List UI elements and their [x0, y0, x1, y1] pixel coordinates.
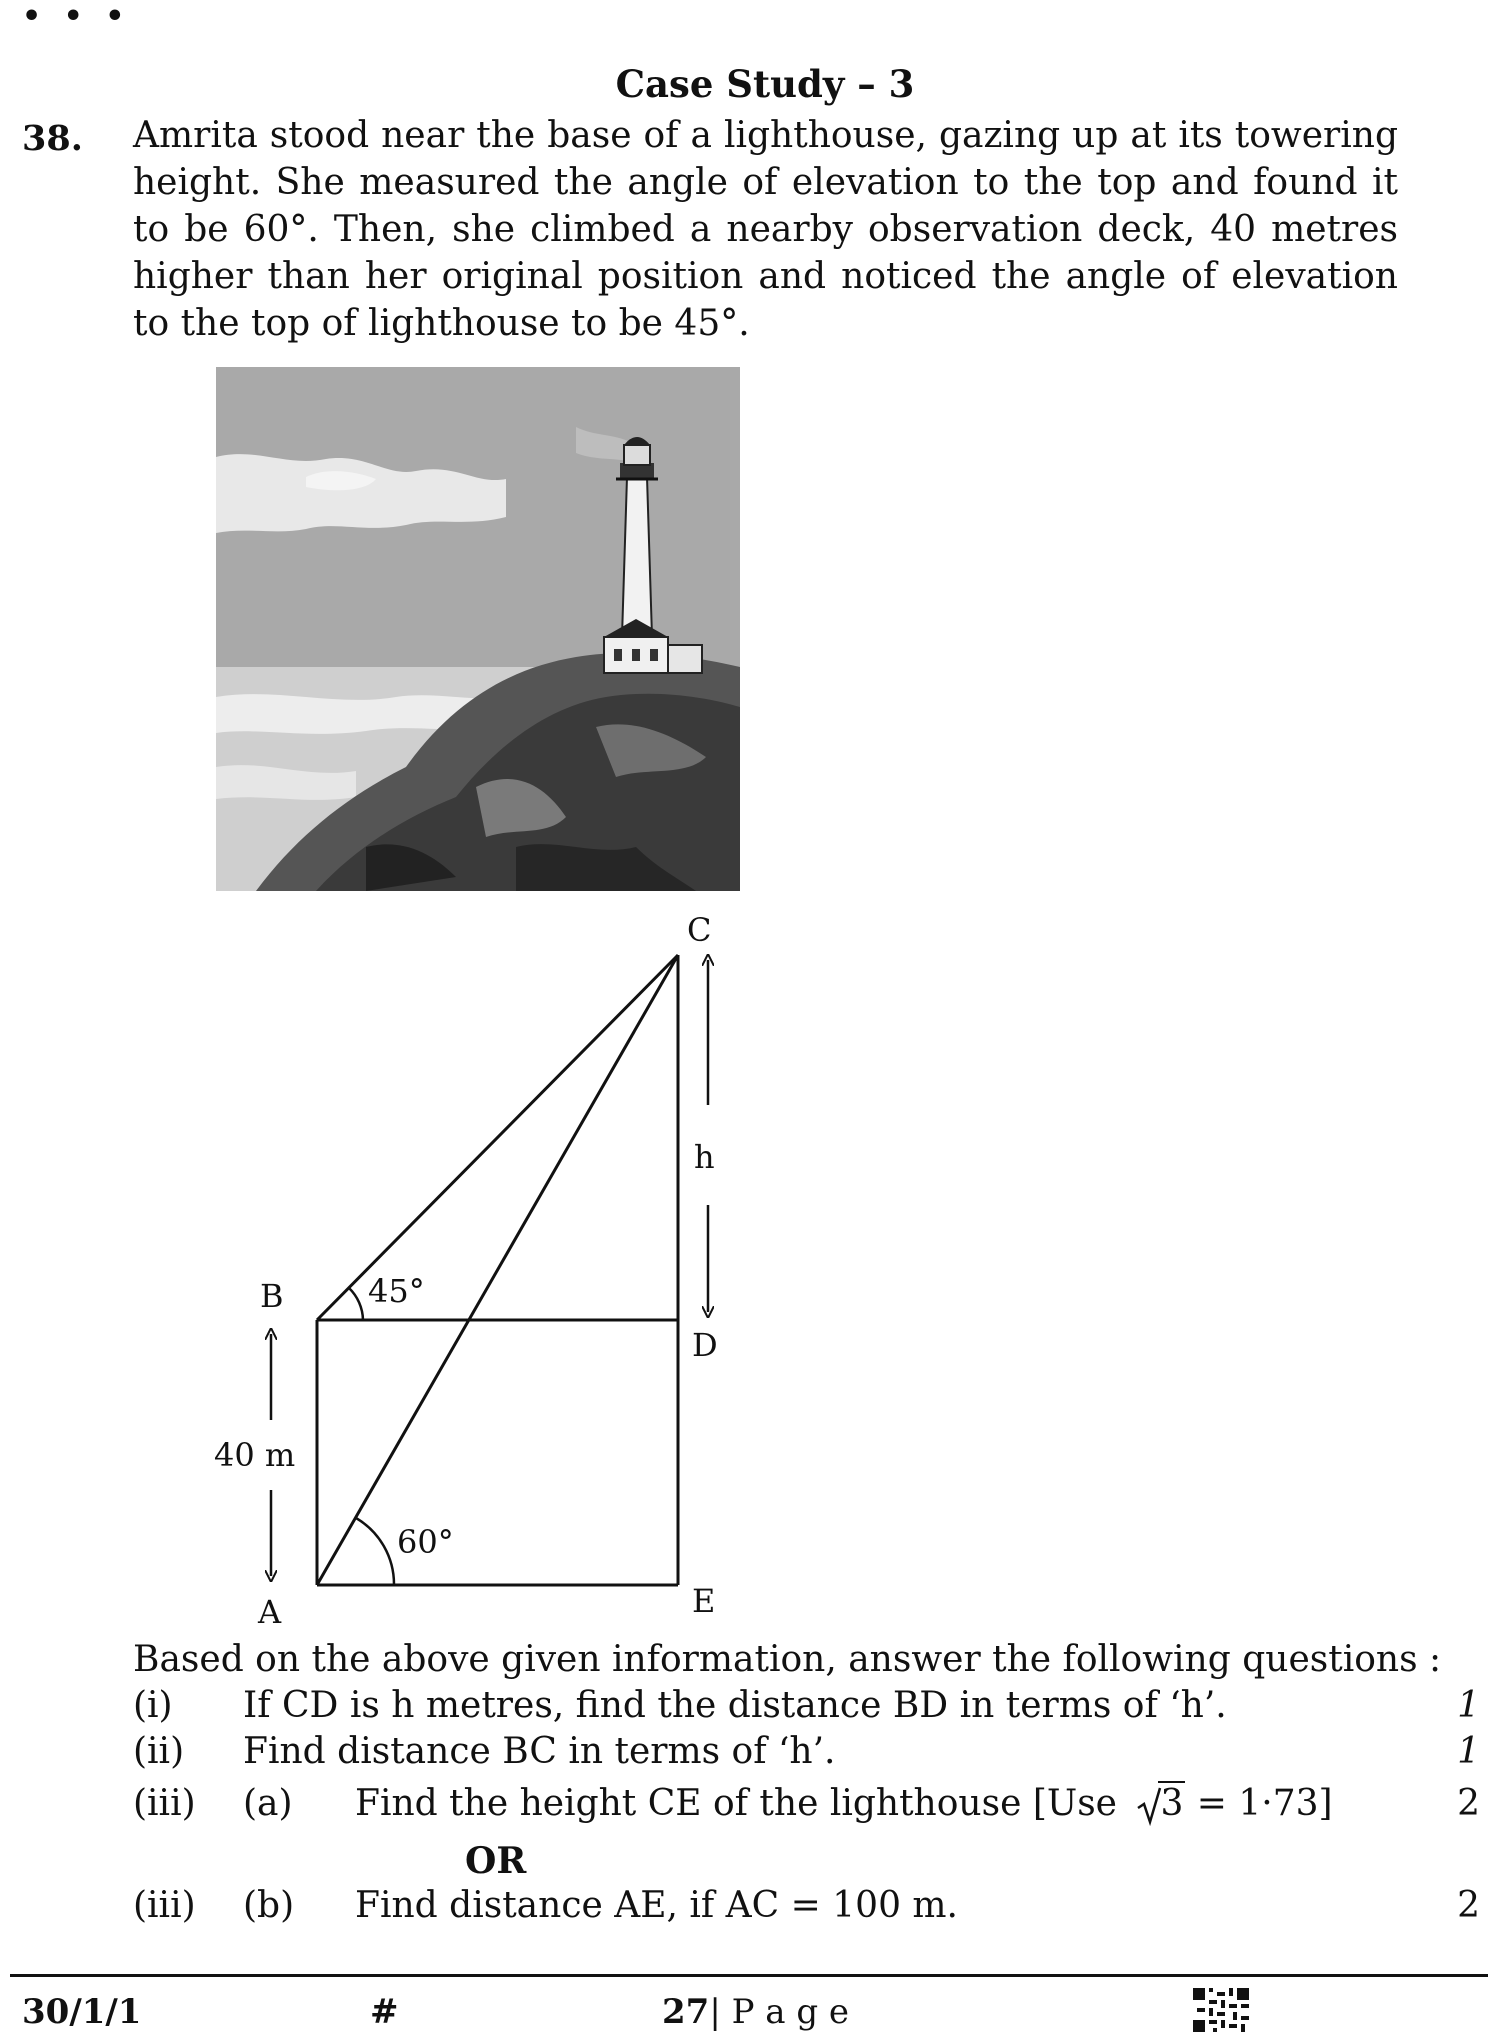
label-angle-60: 60° — [397, 1523, 454, 1561]
line-bc — [317, 955, 678, 1320]
sqrt-icon — [1136, 1786, 1162, 1826]
label-d: D — [692, 1326, 718, 1364]
page-continuation-dots: • • • — [22, 0, 131, 34]
part-iii-a-text-before: Find the height CE of the lighthouse [Use — [355, 1783, 1117, 1824]
line-ac — [317, 955, 678, 1585]
or-separator: OR — [465, 1840, 527, 1882]
page-number-label: | P a g e — [709, 1992, 850, 2032]
qr-code-icon — [1193, 1988, 1249, 2032]
part-ii-marks: 1 — [1457, 1731, 1480, 1772]
part-iii-a-letter: (a) — [243, 1783, 293, 1824]
part-iii-a-text — [355, 1784, 1333, 1824]
footer-rule — [10, 1974, 1488, 1977]
angle-arc-b — [349, 1288, 363, 1320]
sqrt-expression — [1136, 1784, 1185, 1824]
part-iii-a-text-after: = 1·73] — [1196, 1783, 1333, 1824]
label-a: A — [258, 1593, 282, 1631]
questions-intro: Based on the above given information, answer the following questions : — [133, 1639, 1442, 1680]
part-ii-text: Find distance BC in terms of ‘h’. — [243, 1731, 836, 1772]
part-iii-b-marks: 2 — [1457, 1885, 1480, 1926]
label-b: B — [260, 1277, 284, 1315]
sqrt-radicand: 3 — [1160, 1783, 1184, 1824]
section-title: Case Study – 3 — [615, 62, 915, 106]
label-h: h — [694, 1138, 715, 1176]
part-iii-a-marks: 2 — [1457, 1783, 1480, 1824]
label-angle-45: 45° — [368, 1272, 425, 1310]
page-number — [662, 1992, 849, 2032]
hash-mark: # — [370, 1992, 399, 2032]
question-number: 38. — [22, 118, 83, 159]
geometry-diagram — [180, 900, 800, 1640]
part-i-marks: 1 — [1457, 1685, 1480, 1726]
part-iii-b-number: (iii) — [133, 1885, 196, 1926]
angle-arc-a — [356, 1518, 394, 1585]
question-stem: Amrita stood near the base of a lighthouse, gazing up at its towering height. She measured the angle of elevation to the top and found it to be 60°. Then, she climbed a nearby observation deck, 40 metres higher than her original position and noticed the angle of elevation to the top of lighthouse to be 45°. — [133, 115, 1398, 344]
part-iii-b-text: Find distance AE, if AC = 100 m. — [355, 1885, 958, 1926]
label-c: C — [687, 911, 712, 949]
lighthouse-photo — [216, 367, 740, 891]
part-i-number: (i) — [133, 1685, 173, 1726]
paper-code: 30/1/1 — [22, 1992, 142, 2032]
page-number-value: 27 — [662, 1992, 710, 2032]
part-ii-number: (ii) — [133, 1731, 185, 1772]
label-e: E — [692, 1582, 716, 1620]
label-40m: 40 m — [214, 1436, 296, 1474]
part-i-text: If CD is h metres, find the distance BD in terms of ‘h’. — [243, 1685, 1227, 1726]
part-iii-a-number: (iii) — [133, 1783, 196, 1824]
part-iii-b-letter: (b) — [243, 1885, 295, 1926]
